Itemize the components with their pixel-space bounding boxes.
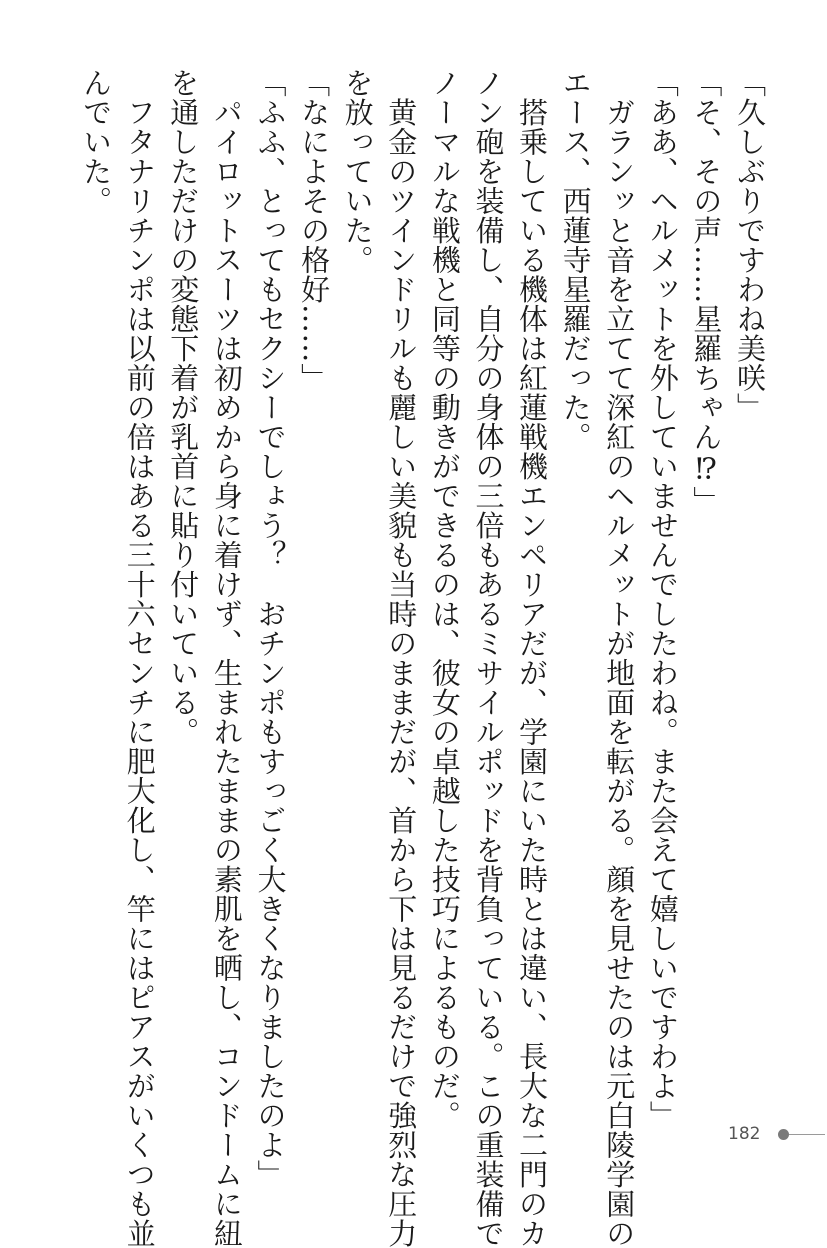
text-line: ノン砲を装備し、自分の身体の三倍もあるミサイルポッドを背負っている。この重装備で [471,68,506,1248]
text-line: 「ああ、ヘルメットを外していませんでしたわね。また会えて嬉しいですわよ」 [645,68,680,1130]
text-line: ガランッと音を立てて深紅のヘルメットが地面を転がる。顔を見せたのは元白陵学園の [602,68,637,1248]
page-marker-rule [789,1134,825,1135]
text-line: 搭乗している機体は紅蓮戦機エンペリアだが、学園にいた時とは違い、長大な二門のカ [515,68,550,1248]
page-number: 182 [728,1124,761,1144]
text-line: フタナリチンポは以前の倍はある三十六センチに肥大化し、竿にはピアスがいくつも並 [122,68,157,1248]
text-line: エース、西蓮寺星羅だった。 [558,68,593,452]
page-footer [728,1122,827,1148]
text-line: を放っていた。 [340,68,375,275]
text-line: 「ふふ、とってもセクシーでしょう？ おチンポもすっごく大きくなりましたのよ」 [253,68,288,1189]
page-marker-dot [778,1129,789,1140]
text-line: ノーマルな戦機と同等の動きができるのは、彼女の卓越した技巧によるものだ。 [427,68,462,1130]
text-line: パイロットスーツは初めから身に着けず、生まれたままの素肌を晒し、コンドームに紐 [209,68,244,1248]
text-line: 「なによその格好……」 [297,68,332,393]
text-line: を通しただけの変態下着が乳首に貼り付いている。 [166,68,201,747]
text-line: んでいた。 [79,68,114,216]
text-line: 「久しぶりですわね美咲」 [733,68,767,422]
text-line: 黄金のツインドリルも麗しい美貌も当時のままだが、首から下は見るだけで強烈な圧力 [384,68,419,1248]
text-line: 「そ、その声……星羅ちゃん⁉」 [689,68,724,516]
